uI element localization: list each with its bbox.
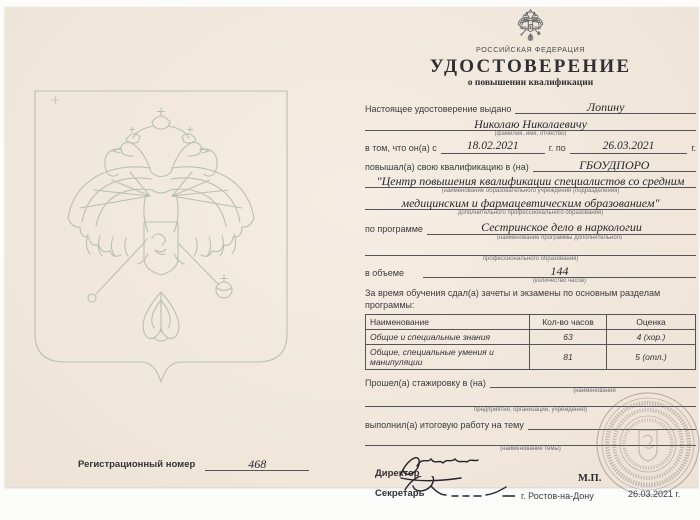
stamp-place-label: М.П. (578, 473, 602, 485)
date-from-line (441, 141, 545, 154)
table-row-1-grade: 4 (хор.) (607, 330, 696, 345)
document-subtitle: о повышении квалификации (467, 78, 594, 88)
name-patronymic-value: Николаю Николаевичу (474, 117, 587, 132)
from-label: в том, что он(а) с (365, 143, 437, 154)
internship-line (490, 376, 696, 388)
institution-line-2 (365, 197, 696, 210)
document-title: УДОСТОВЕРЕНИЕ (429, 56, 632, 77)
institution-caption-2: дополнительного профессионального образования) (457, 209, 604, 216)
volume-value: 144 (550, 263, 569, 278)
exams-intro: За время обучения сдал(а) зачеты и экзамены по основным разделам программы: (365, 288, 661, 310)
coat-of-arms-watermark (30, 86, 292, 392)
table-row-2-name: Общие, специальные умения и манипуляции (366, 345, 530, 370)
registration-row (78, 458, 309, 471)
institution-abbr-line (533, 159, 696, 172)
program-label: по программе (365, 224, 423, 235)
surname-line (515, 101, 696, 114)
internship-label: Прошел(а) стажировку в (на) (365, 377, 486, 388)
volume-caption: (количество часов) (532, 277, 587, 284)
issue-date: 26.03.2021 г. (628, 489, 681, 500)
table-header-hours: Кол-во часов (530, 315, 607, 330)
fio-caption: (фамилия, имя, отчество) (494, 131, 567, 138)
volume-row (365, 265, 696, 278)
secretary-signature (403, 476, 515, 508)
internship-caption-2: предприятия, организации, учреждения) (474, 407, 587, 414)
institution-value-2: медицинским и фармацевтическим образованием" (401, 195, 660, 210)
internship-row (365, 376, 696, 388)
round-seal-stamp (592, 388, 700, 500)
registration-line (205, 458, 309, 471)
program-line (427, 221, 696, 234)
qualification-row (365, 159, 696, 172)
table-row-1-name: Общие и специальные знания (366, 330, 530, 345)
period-row (365, 141, 696, 154)
final-work-label: выполнил(а) итоговую работу на тему (365, 419, 524, 430)
institution-line-1 (365, 175, 696, 188)
registration-label: Регистрационный номер (78, 459, 196, 471)
issued-row (365, 101, 696, 114)
country-label: РОССИЙСКАЯ ФЕДЕРАЦИЯ (476, 45, 585, 54)
grades-table (365, 314, 696, 370)
table-header-grade: Оценка (607, 315, 696, 330)
year-suffix: г. (691, 143, 696, 154)
program-value: Сестринское дело в наркологии (481, 220, 642, 235)
table-row-2-hours: 81 (530, 345, 607, 370)
name-line (365, 118, 696, 131)
qualification-label: повышал(а) свою квалификацию в (на) (365, 161, 529, 172)
table-row-2-grade: 5 (отл.) (607, 345, 696, 370)
issued-label: Настоящее удостоверение выдано (365, 103, 512, 114)
table-row-1-hours: 63 (530, 330, 607, 345)
volume-label: в объеме (365, 267, 404, 278)
program-row (365, 221, 696, 234)
date-to-line (570, 141, 688, 154)
to-label: г. по (548, 143, 566, 154)
table-header-name: Наименование (366, 315, 530, 330)
date-to-value: 26.03.2021 (602, 139, 655, 152)
date-from-value: 18.02.2021 (466, 139, 519, 152)
program-caption-1: (наименование программы дополнительного (496, 234, 623, 241)
program-caption-2: профессионального образования) (482, 256, 579, 263)
secretary-label: Секретарь (375, 488, 425, 500)
institution-abbr-value: ГБОУДПОРО (579, 157, 650, 172)
city-label: г. Ростов-на-Дону (521, 491, 594, 502)
director-label: Директор (375, 468, 420, 480)
surname-value: Лопину (586, 100, 625, 114)
institution-caption-1: (наименование образовательного учреждения (подразделения) (441, 188, 620, 195)
volume-line (423, 265, 696, 278)
final-work-caption: (наименование темы) (500, 445, 561, 452)
institution-value-1: "Центр повышения квалификации специалистов со средним (376, 173, 685, 188)
registration-number: 468 (248, 457, 267, 471)
internship-caption-1: (наименование (573, 387, 616, 394)
russia-eagle-icon (517, 9, 544, 41)
